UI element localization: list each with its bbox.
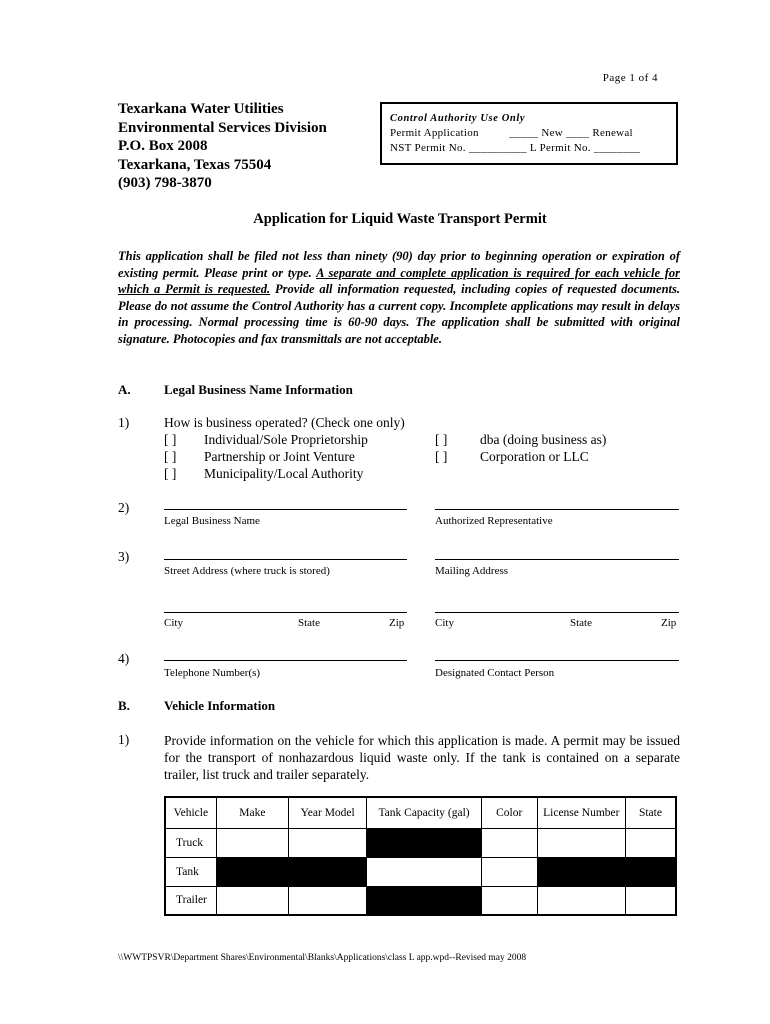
- cell[interactable]: [367, 857, 481, 886]
- row-label-truck: Truck: [165, 828, 216, 857]
- intro-paragraph: [118, 248, 680, 347]
- header-make: Make: [216, 797, 288, 828]
- cell[interactable]: [625, 886, 676, 915]
- checkbox[interactable]: [ ]: [164, 432, 177, 447]
- checkbox[interactable]: [ ]: [164, 449, 177, 464]
- cell[interactable]: [625, 828, 676, 857]
- option-dba[interactable]: [435, 431, 606, 448]
- option-municipality[interactable]: [164, 465, 368, 482]
- intro-part-1: This application shall be filed not less than ninety (90) day prior to beginning operation or expiration of existing permit. Please print or type.: [118, 249, 680, 280]
- page-number: Page 1 of 4: [602, 72, 658, 84]
- legal-name-label: Legal Business Name: [164, 515, 260, 527]
- cell[interactable]: [216, 828, 288, 857]
- option-label: Municipality/Local Authority: [204, 466, 364, 481]
- section-b-letter: B.: [118, 698, 130, 713]
- b1-text: Provide information on the vehicle for which this application is made. A permit may be issued for the transport of nonhazardous liquid waste only. If the tank is contained on a separate trailer, list truck and trailer separately.: [164, 733, 680, 782]
- city-line-left[interactable]: [164, 612, 407, 613]
- footer-path: \\WWTPSVR\Department Shares\Environmental\Blanks\Applications\class L app.wpd--Revised may 2008: [118, 953, 527, 963]
- q1-text: How is business operated? (Check one only): [164, 415, 405, 430]
- control-authority-box: [380, 102, 678, 165]
- cell[interactable]: [481, 857, 537, 886]
- table-row: [165, 857, 676, 886]
- option-individual[interactable]: [164, 431, 368, 448]
- section-a-title: Legal Business Name Information: [164, 382, 353, 397]
- b1-number: 1): [118, 732, 130, 747]
- option-label: dba (doing business as): [480, 432, 607, 447]
- street-label: Street Address (where truck is stored): [164, 565, 330, 577]
- intro-underlined: A separate and complete application is required for each vehicle for which a Permit is requested.: [118, 265, 680, 296]
- option-label: Individual/Sole Proprietorship: [204, 432, 368, 447]
- checkbox[interactable]: [ ]: [164, 466, 177, 481]
- cell[interactable]: [481, 886, 537, 915]
- contact-label: Designated Contact Person: [435, 667, 555, 679]
- org-name: Texarkana Water Utilities: [118, 101, 284, 117]
- mailing-line[interactable]: [435, 559, 679, 560]
- intro-part-2: Provide all information requested, including copies of requested documents. Please do not assume the Control Authority has a current copy. Incomplete applications may result in delays in processing. Normal processing time is 60-90 days. The application shall be submitted with original signature. Photocopies and fax transmittals are not acceptable.: [118, 282, 680, 346]
- vehicle-table: [164, 796, 677, 916]
- header-color: Color: [481, 797, 537, 828]
- address-block: [118, 100, 327, 193]
- table-row: [165, 886, 676, 915]
- control-line-2: NST Permit No. __________ L Permit No. ________: [390, 142, 641, 154]
- checkbox[interactable]: [ ]: [435, 449, 448, 464]
- header-state: State: [625, 797, 676, 828]
- contact-line[interactable]: [435, 660, 679, 661]
- row-label-trailer: Trailer: [165, 886, 216, 915]
- row-label-tank: Tank: [165, 857, 216, 886]
- phone-label: Telephone Number(s): [164, 667, 261, 679]
- header-vehicle: Vehicle: [165, 797, 216, 828]
- auth-rep-label: Authorized Representative: [435, 515, 553, 527]
- state-label: State: [298, 617, 320, 629]
- zip-label: Zip: [389, 617, 405, 629]
- division-name: Environmental Services Division: [118, 119, 327, 136]
- option-label: Corporation or LLC: [480, 449, 589, 464]
- phone: (903) 798-3870: [118, 175, 212, 191]
- cell-blocked: [289, 857, 367, 886]
- cell[interactable]: [289, 828, 367, 857]
- control-line-1: Permit Application _____ New ____ Renewal: [390, 127, 633, 139]
- header-tank-capacity: Tank Capacity (gal): [367, 797, 481, 828]
- section-a-letter: A.: [118, 382, 131, 397]
- cell[interactable]: [289, 886, 367, 915]
- phone-line[interactable]: [164, 660, 407, 661]
- q4-number: 4): [118, 651, 130, 666]
- cell[interactable]: [481, 828, 537, 857]
- cell-blocked: [625, 857, 676, 886]
- state-label: State: [570, 617, 592, 629]
- header-license: License Number: [537, 797, 625, 828]
- city-state-zip: Texarkana, Texas 75504: [118, 156, 272, 173]
- option-corporation[interactable]: [435, 448, 606, 465]
- q2-number: 2): [118, 500, 130, 515]
- option-partnership[interactable]: [164, 448, 368, 465]
- header-year-model: Year Model: [289, 797, 367, 828]
- cell-blocked: [537, 857, 625, 886]
- page-title: Application for Liquid Waste Transport Permit: [253, 211, 547, 227]
- control-heading: Control Authority Use Only: [390, 113, 526, 124]
- options-right: [435, 431, 606, 465]
- q3-number: 3): [118, 549, 130, 564]
- cell[interactable]: [216, 886, 288, 915]
- table-row: [165, 828, 676, 857]
- checkbox[interactable]: [ ]: [435, 432, 448, 447]
- legal-name-line[interactable]: [164, 509, 407, 510]
- street-line[interactable]: [164, 559, 407, 560]
- po-box: P.O. Box 2008: [118, 138, 208, 154]
- cell-blocked: [367, 828, 481, 857]
- city-label: City: [435, 617, 454, 629]
- cell-blocked: [367, 886, 481, 915]
- zip-label: Zip: [661, 617, 677, 629]
- cell[interactable]: [537, 886, 625, 915]
- mailing-label: Mailing Address: [435, 565, 509, 577]
- q1-number: 1): [118, 415, 130, 430]
- auth-rep-line[interactable]: [435, 509, 679, 510]
- option-label: Partnership or Joint Venture: [204, 449, 355, 464]
- city-line-right[interactable]: [435, 612, 679, 613]
- cell-blocked: [216, 857, 288, 886]
- cell[interactable]: [537, 828, 625, 857]
- options-left: [164, 431, 368, 482]
- section-b-title: Vehicle Information: [164, 698, 276, 713]
- city-label: City: [164, 617, 183, 629]
